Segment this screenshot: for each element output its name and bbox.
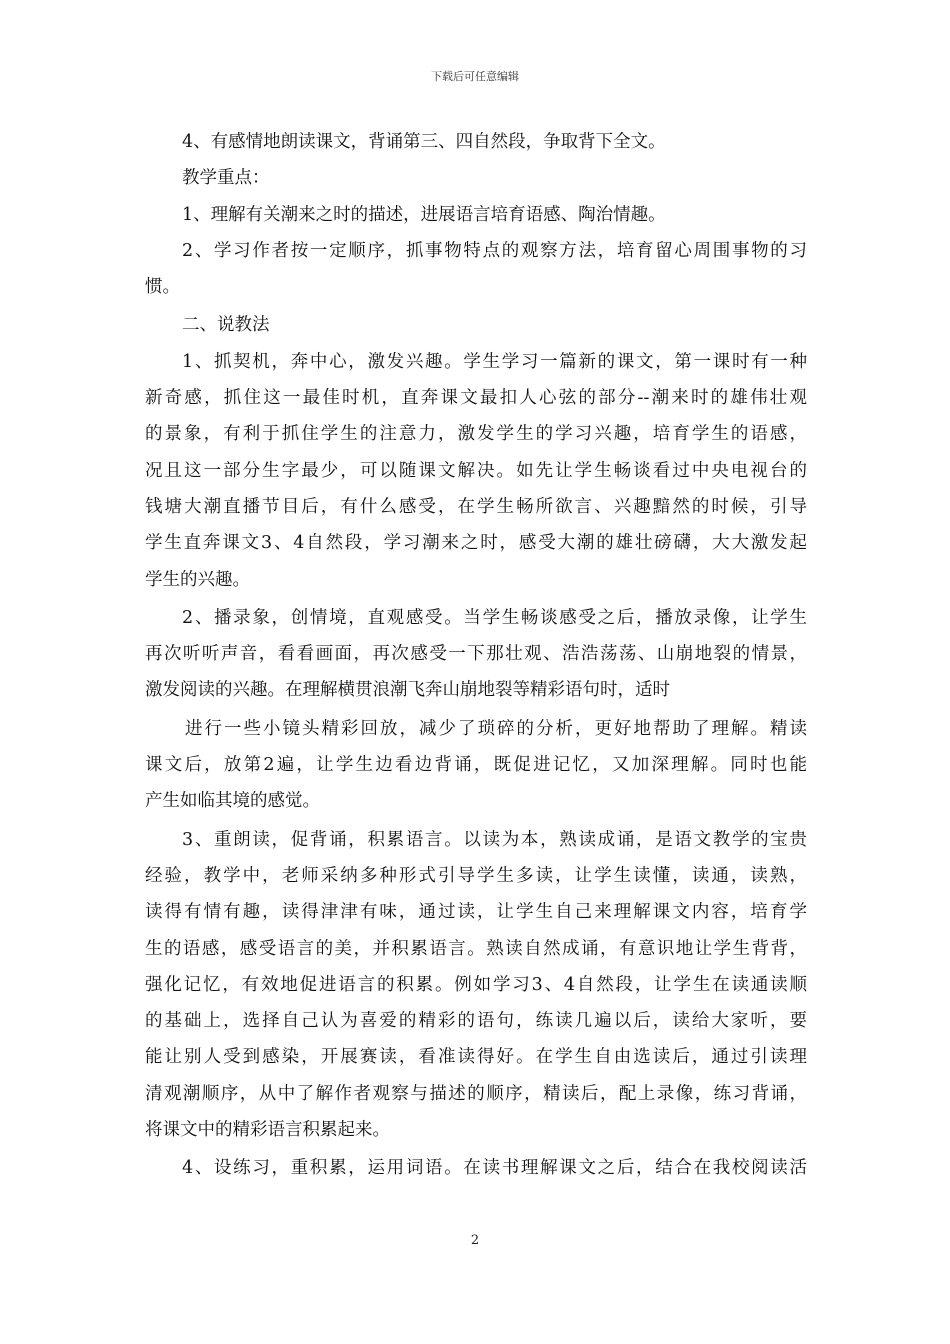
paragraph-line: 1、理解有关潮来之时的描述，进展语言培育语感、陶治情趣。 bbox=[182, 204, 666, 225]
paragraph-line: 1、抓契机，奔中心，激发兴趣。学生学习一篇新的课文，第一课时有一种 bbox=[182, 351, 807, 372]
paragraph-line: 进行一些小镜头精彩回放，减少了琐碎的分析，更好地帮助了理解。精读 bbox=[185, 718, 807, 739]
paragraph-line: 的景象，有利于抓住学生的注意力，激发学生的学习兴趣，培育学生的语感， bbox=[145, 424, 807, 445]
paragraph-line: 3、重朗读，促背诵，积累语言。以读为本，熟读成诵，是语文教学的宝贵 bbox=[182, 829, 807, 850]
section-heading: 二、说教法 bbox=[182, 315, 270, 336]
paragraph-line: 惯。 bbox=[145, 277, 180, 298]
document-body bbox=[145, 124, 807, 1187]
paragraph-line: 再次听听声音，看看画面，再次感受一下那壮观、浩浩荡荡、山崩地裂的情景， bbox=[145, 644, 807, 665]
paragraph-line: 4、设练习，重积累，运用词语。在读书理解课文之后，结合在我校阅读活 bbox=[182, 1158, 807, 1179]
paragraph-line: 学生的兴趣。 bbox=[145, 569, 250, 590]
paragraph-line: 经验，教学中，老师采纳多种形式引导学生多读，让学生读懂，读通，读熟， bbox=[145, 865, 807, 886]
paragraph-line: 钱塘大潮直播节目后，有什么感受，在学生畅所欲言、兴趣黯然的时候，引导 bbox=[145, 496, 807, 517]
paragraph-line: 的基础上，选择自己认为喜爱的精彩的语句，练读几遍以后，读给大家听，要 bbox=[145, 1011, 807, 1032]
page-header: 下载后可任意编辑 bbox=[431, 70, 519, 83]
page-number: 2 bbox=[470, 1233, 480, 1248]
paragraph-line: 学生直奔课文3、4自然段，学习潮来之时，感受大潮的雄壮磅礴，大大激发起 bbox=[145, 533, 807, 554]
paragraph-line: 将课文中的精彩语言积累起来。 bbox=[145, 1120, 390, 1141]
paragraph-line: 况且这一部分生字最少，可以随课文解决。如先让学生畅谈看过中央电视台的 bbox=[145, 460, 807, 481]
paragraph-line: 产生如临其境的感觉。 bbox=[145, 791, 320, 812]
paragraph-line: 2、播录象，创情境，直观感受。当学生畅谈感受之后，播放录像，让学生 bbox=[182, 607, 807, 628]
paragraph-line: 清观潮顺序，从中了解作者观察与描述的顺序，精读后，配上录像，练习背诵， bbox=[145, 1083, 807, 1104]
paragraph-line: 激发阅读的兴趣。在理解横贯浪潮飞奔山崩地裂等精彩语句时，适时 bbox=[145, 680, 670, 701]
paragraph-line: 读得有情有趣，读得津津有味，通过读，让学生自己来理解课文内容，培育学 bbox=[145, 902, 807, 923]
paragraph-line: 课文后，放第2遍，让学生边看边背诵，既促进记忆，又加深理解。同时也能 bbox=[145, 755, 807, 776]
paragraph-line: 4、有感情地朗读课文，背诵第三、四自然段，争取背下全文。 bbox=[182, 132, 666, 152]
paragraph-line: 强化记忆，有效地促进语言的积累。例如学习3、4自然段，让学生在读通读顺 bbox=[145, 974, 807, 995]
paragraph-line: 新奇感，抓住这一最佳时机，直奔课文最扣人心弦的部分--潮来时的雄伟壮观 bbox=[145, 388, 807, 409]
paragraph-line: 2、学习作者按一定顺序，抓事物特点的观察方法，培育留心周围事物的习 bbox=[182, 240, 807, 261]
section-heading: 教学重点： bbox=[182, 168, 270, 189]
paragraph-line: 能让别人受到感染，开展赛读，看准读得好。在学生自由选读后，通过引读理 bbox=[145, 1047, 807, 1068]
paragraph-line: 生的语感，感受语言的美，并积累语言。熟读自然成诵，有意识地让学生背背， bbox=[145, 938, 807, 959]
